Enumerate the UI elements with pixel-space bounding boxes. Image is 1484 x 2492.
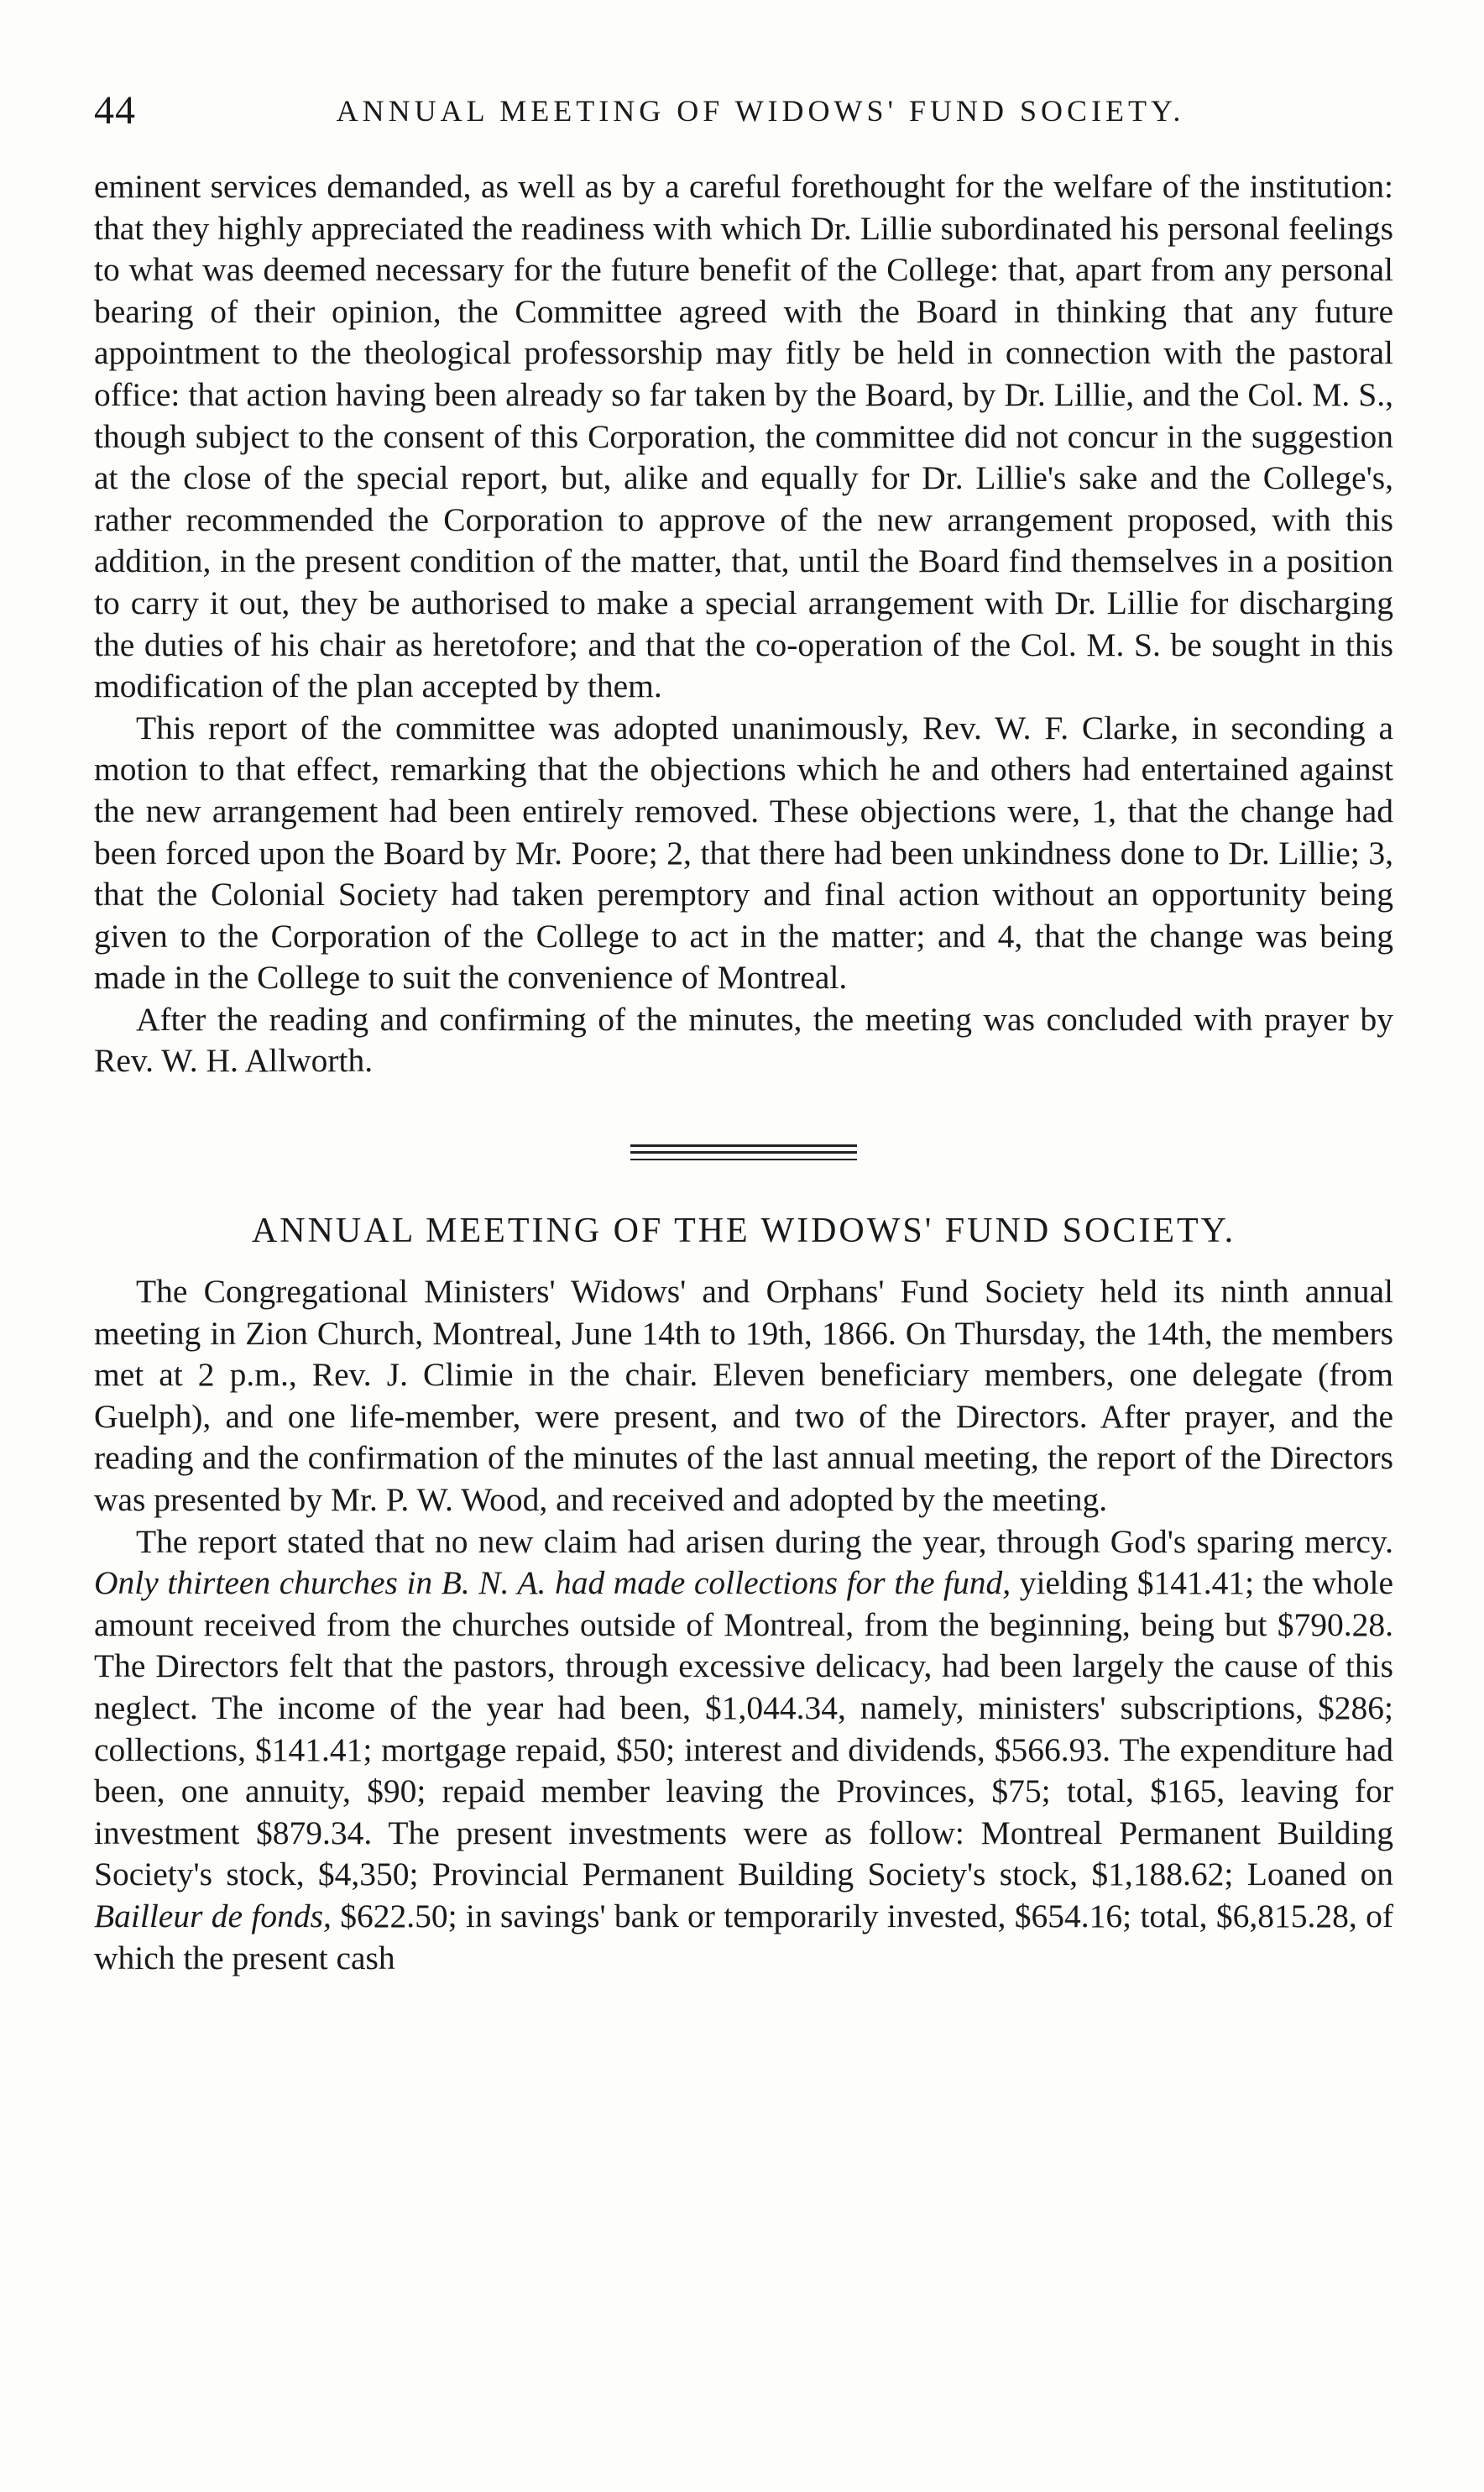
closing-paragraph: After the reading and confirming of the minutes, the meeting was concluded with prayer by Rev. W. H. Allworth.: [94, 1000, 1393, 1080]
section-body: [94, 1271, 1393, 1979]
committee-report-paragraph: This report of the committee was adopted unanimously, Rev. W. F. Clarke, in seconding a motion to that effect, remarking that the objections which he and others had entertained against the new arrangement had been entirely removed. These objections were, 1, that the change had been forced upon the Board by Mr. Poore; 2, that there had been unkindness done to Dr. Lillie; 3, that the Colonial Society had taken peremptory and final action without an opportunity being given to the Corporation of the College to act in the matter; and 4, that the change was being made in the College to suit the convenience of Montreal.: [94, 709, 1393, 997]
continued-paragraph: eminent services demanded, as well as by a careful forethought for the welfare of the institution: that they highly appreciated the readiness with which Dr. Lillie subordinated his personal feelings to what was deemed necessary for the future benefit of the College: that, apart from any personal bearing of their opinion, the Committee agreed with the Board in thinking that any future appointment to the theological professorship may fitly be held in connection with the pastoral office: that action having been already so far taken by the Board, by Dr. Lillie, and the Col. M. S., though subject to the consent of this Corporation, the committee did not concur in the suggestion at the close of the special report, but, alike and equally for Dr. Lillie's sake and the College's, rather recommended the Corporation to approve of the new arrangement proposed, with this addition, in the present condition of the matter, that, until the Board find themselves in a position to carry it out, they be authorised to make a special arrangement with Dr. Lillie for discharging the duties of his chair as heretofore; and that the co-operation of the Col. M. S. be sought in this modification of the plan accepted by them.: [94, 168, 1393, 705]
running-head: ANNUAL MEETING OF WIDOWS' FUND SOCIETY.: [336, 94, 1185, 128]
report-italic-collections: Only thirteen churches in B. N. A. had made collections for the fund,: [94, 1564, 1011, 1602]
body-text: [94, 166, 1393, 1979]
page-header: [94, 86, 1393, 136]
section-heading: ANNUAL MEETING OF THE WIDOWS' FUND SOCIETY.: [251, 1212, 1236, 1251]
page-number: 44: [94, 88, 136, 133]
report-text-end: $622.50; in savings' bank or temporarily invested, $654.16; total, $6,815.28, of which the present cash: [94, 1897, 1393, 1976]
report-text-middle: yielding $141.41; the whole amount received from the churches outside of Montreal, from the beginning, being but $790.28. The Directors felt that the pastors, through excessive delicacy, had been largely the cause of this neglect. The income of the year had been, $1,044.34, namely, ministers' subscriptions, $286; collections, $141.41; mortgage repaid, $50; interest and dividends, $566.93. The expenditure had been, one annuity, $90; repaid member leaving the Provinces, $75; total, $165, leaving for investment $879.34. The present investments were as follow: Montreal Permanent Building Society's stock, $4,350; Provincial Permanent Building Society's stock, $1,188.62; Loaned on: [94, 1564, 1393, 1893]
report-text-start: The report stated that no new claim had arisen during the year, through God's sparing mercy.: [136, 1522, 1393, 1560]
report-italic-bailleur: Bailleur de fonds,: [94, 1897, 332, 1934]
section-divider: [630, 1144, 857, 1154]
report-paragraph: [94, 1521, 1393, 1980]
section-divider-thin: [630, 1159, 857, 1160]
meeting-paragraph: The Congregational Ministers' Widows' and Orphans' Fund Society held its ninth annual meeting in Zion Church, Montreal, June 14th to 19th, 1866. On Thursday, the 14th, the members met at 2 p.m., Rev. J. Climie in the chair. Eleven beneficiary members, one delegate (from Guelph), and one life-member, were present, and two of the Directors. After prayer, and the reading and the confirmation of the minutes of the last annual meeting, the report of the Directors was presented by Mr. P. W. Wood, and received and adopted by the meeting.: [94, 1273, 1393, 1519]
